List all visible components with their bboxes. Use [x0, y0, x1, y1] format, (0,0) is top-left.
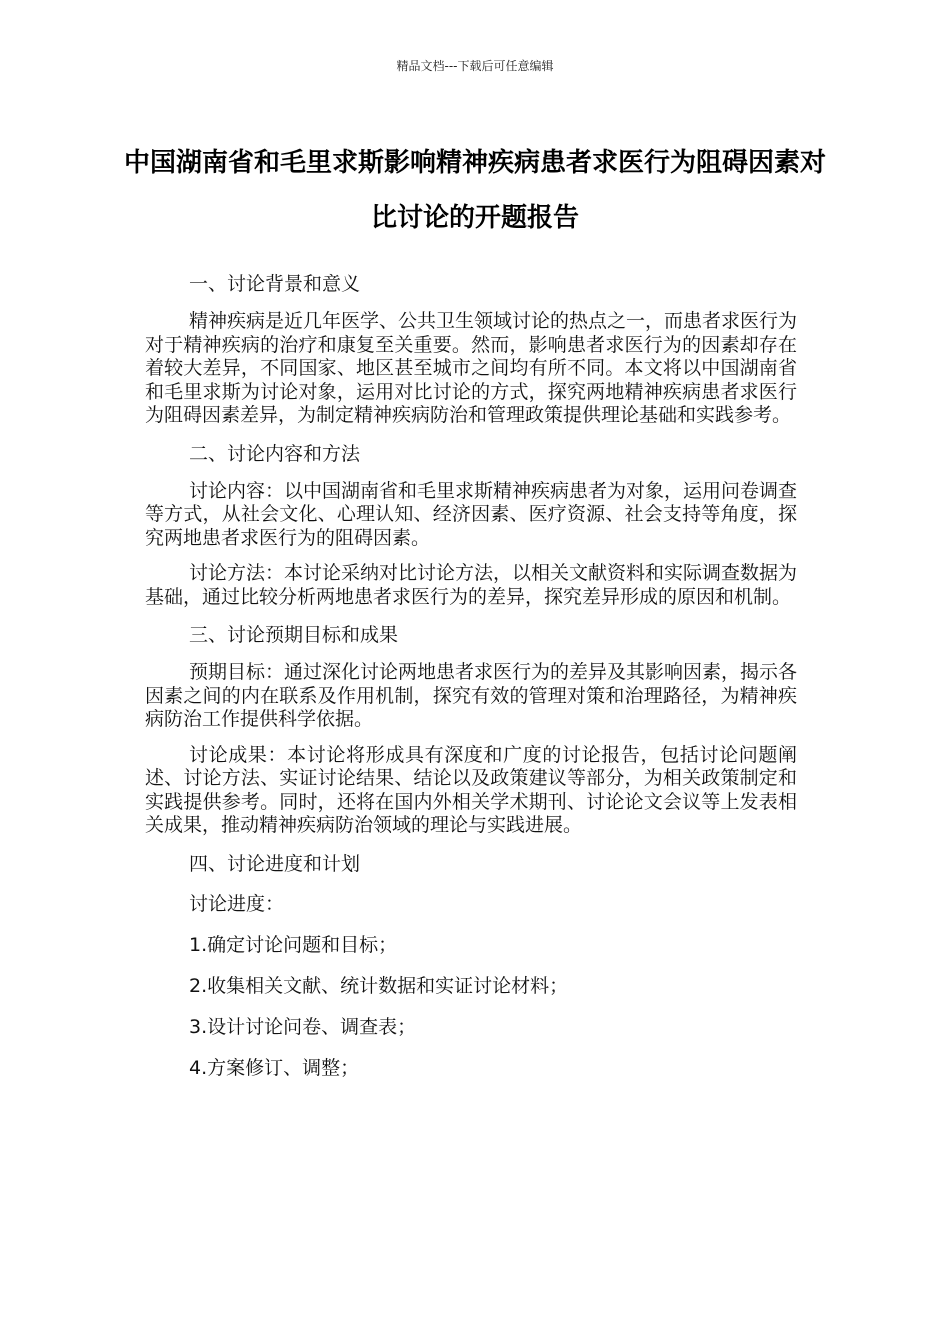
paragraph: 精神疾病是近几年医学、公共卫生领域讨论的热点之一，而患者求医行为对于精神疾病的治疗和康复至关重要。然而，影响患者求医行为的因素却存在着较大差异，不同国家、地区甚至城市之间均有所不同。本文将以中国湖南省和毛里求斯为讨论对象，运用对比讨论的方式，探究两地精神疾病患者求医行为阻碍因素差异，为制定精神疾病防治和管理政策提供理论基础和实践参考。 [145, 310, 798, 426]
paragraph: 预期目标：通过深化讨论两地患者求医行为的差异及其影响因素，揭示各因素之间的内在联系及作用机制，探究有效的管理对策和治理路径，为精神疾病防治工作提供科学依据。 [145, 661, 798, 730]
section-progress-plan [145, 850, 797, 1082]
section-heading: 三、讨论预期目标和成果 [189, 624, 399, 646]
list-item: 4.方案修订、调整； [189, 1056, 360, 1079]
section-content-method [145, 440, 797, 610]
section-heading: 二、讨论内容和方法 [189, 442, 361, 465]
section-background [145, 270, 797, 428]
header-note: 精品文档---下载后可任意编辑 [396, 59, 554, 73]
list-item: 1.确定讨论问题和目标； [189, 933, 398, 956]
document-title: 中国湖南省和毛里求斯影响精神疾病患者求医行为阻碍因素对比讨论的开题报告 [123, 148, 826, 233]
paragraph: 讨论内容：以中国湖南省和毛里求斯精神疾病患者为对象，运用问卷调查等方式，从社会文化、心理认知、经济因素、医疗资源、社会支持等角度，探究两地患者求医行为的阻碍因素。 [145, 479, 798, 549]
section-heading: 四、讨论进度和计划 [189, 852, 361, 875]
document-body [145, 270, 797, 1095]
paragraph: 讨论方法：本讨论采纳对比讨论方法，以相关文献资料和实际调查数据为基础，通过比较分析两地患者求医行为的差异，探究差异形成的原因和机制。 [145, 562, 798, 608]
list-item: 3.设计讨论问卷、调查表； [189, 1015, 417, 1038]
paragraph: 讨论成果：本讨论将形成具有深度和广度的讨论报告，包括讨论问题阐述、讨论方法、实证讨论结果、结论以及政策建议等部分，为相关政策制定和实践提供参考。同时，还将在国内外相关学术期刊、讨论论文会议等上发表相关成果，推动精神疾病防治领域的理论与实践进展。 [145, 743, 797, 836]
section-goals-results [145, 621, 797, 838]
progress-label: 讨论进度： [189, 892, 285, 915]
list-item: 2.收集相关文献、统计数据和实证讨论材料； [189, 974, 569, 997]
section-heading: 一、讨论背景和意义 [189, 273, 361, 295]
